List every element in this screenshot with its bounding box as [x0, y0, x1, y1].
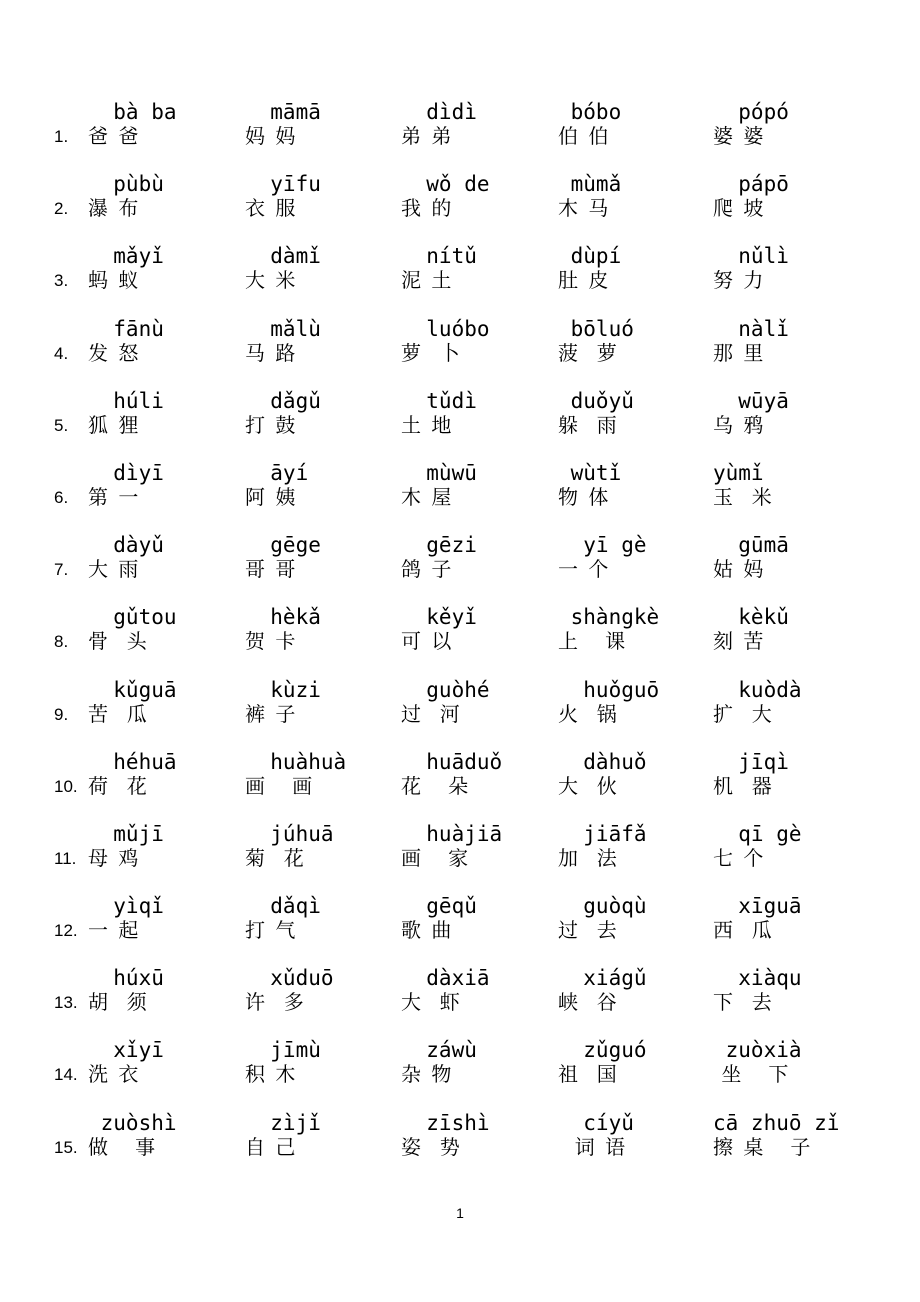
pinyin: dìdì	[401, 100, 477, 124]
hanzi: 打 气	[245, 918, 298, 943]
word-cell	[401, 966, 551, 1014]
word-cell	[245, 605, 395, 653]
pinyin: pùbù	[88, 172, 164, 197]
hanzi: 西 瓜	[713, 918, 774, 943]
hanzi: 萝 卜	[401, 340, 462, 365]
pinyin: xǐyī	[88, 1038, 164, 1063]
hanzi: 木 马	[558, 196, 611, 221]
pinyin: tǔdì	[401, 388, 477, 413]
hanzi: 上 课	[558, 629, 628, 654]
word-cell	[558, 100, 708, 148]
hanzi: 积 木	[245, 1062, 298, 1087]
pinyin: jiāfǎ	[558, 821, 647, 846]
pinyin: huāduǒ	[401, 749, 503, 774]
word-cell	[245, 894, 395, 942]
hanzi: 胡 须	[88, 990, 149, 1015]
hanzi: 机 器	[713, 773, 774, 798]
word-cell	[401, 317, 551, 365]
pinyin: húli	[88, 388, 164, 413]
pinyin: dùpí	[558, 244, 622, 269]
word-row	[0, 1038, 920, 1110]
hanzi: 大 雨	[88, 557, 141, 582]
hanzi: 打 鼓	[245, 412, 298, 437]
row-number: 12.	[54, 921, 78, 941]
word-cell	[245, 244, 395, 292]
hanzi: 木 屋	[401, 484, 454, 509]
word-cell	[558, 317, 708, 365]
pinyin: húxū	[88, 966, 164, 991]
pinyin: āyí	[245, 460, 309, 485]
pinyin: duǒyǔ	[558, 388, 634, 413]
word-cell	[245, 678, 395, 726]
hanzi: 许 多	[245, 990, 306, 1015]
pinyin: yùmǐ	[713, 460, 764, 485]
pinyin: yīfu	[245, 172, 321, 197]
word-cell	[713, 100, 863, 148]
pinyin: nǔlì	[713, 244, 789, 269]
word-cell	[713, 750, 863, 798]
word-cell	[88, 966, 238, 1014]
pinyin: yìqǐ	[88, 894, 164, 919]
hanzi: 过 河	[401, 701, 462, 726]
hanzi: 阿 姨	[245, 484, 298, 509]
pinyin: dàhuǒ	[558, 749, 647, 774]
pinyin: wūyā	[713, 388, 789, 413]
pinyin: wǒ de	[401, 172, 490, 197]
row-number: 11.	[54, 848, 77, 868]
word-cell	[401, 750, 551, 798]
word-cell	[88, 100, 238, 148]
word-cell	[401, 822, 551, 870]
word-cell	[245, 389, 395, 437]
word-cell	[245, 966, 395, 1014]
pinyin: zìjǐ	[245, 1110, 321, 1135]
word-row	[0, 1111, 920, 1183]
pinyin: xiàqu	[713, 966, 802, 991]
pinyin: cíyǔ	[558, 1110, 634, 1135]
word-cell	[88, 750, 238, 798]
word-cell	[88, 389, 238, 437]
pinyin: dàyǔ	[88, 533, 164, 558]
hanzi: 过 去	[558, 918, 619, 943]
word-cell	[558, 822, 708, 870]
pinyin: mǎyǐ	[88, 244, 164, 269]
word-row	[0, 100, 920, 172]
word-cell	[558, 894, 708, 942]
row-number: 13.	[54, 993, 78, 1013]
pinyin: jīqì	[713, 749, 789, 774]
hanzi: 苦 瓜	[88, 701, 149, 726]
word-cell	[245, 317, 395, 365]
word-cell	[245, 1038, 395, 1086]
word-cell	[401, 100, 551, 148]
pinyin: huàhuà	[245, 749, 347, 774]
row-number: 4.	[54, 343, 69, 363]
hanzi: 母 鸡	[88, 845, 141, 870]
pinyin: guòqù	[558, 894, 647, 919]
word-cell	[401, 678, 551, 726]
word-table	[0, 100, 920, 1183]
hanzi: 做 事	[88, 1134, 158, 1159]
hanzi: 妈 妈	[245, 124, 298, 148]
hanzi: 姿 势	[401, 1134, 462, 1159]
hanzi: 哥 哥	[245, 557, 298, 582]
row-number: 5.	[54, 415, 69, 435]
pinyin: gūmā	[713, 533, 789, 558]
hanzi: 洗 衣	[88, 1062, 141, 1087]
word-cell	[558, 244, 708, 292]
hanzi: 词 语	[558, 1134, 628, 1159]
word-cell	[558, 678, 708, 726]
word-cell	[713, 461, 863, 509]
word-cell	[713, 966, 863, 1014]
word-cell	[88, 894, 238, 942]
word-cell	[88, 244, 238, 292]
pinyin: yī gè	[558, 533, 647, 558]
word-cell	[558, 389, 708, 437]
word-cell	[713, 389, 863, 437]
hanzi: 加 法	[558, 845, 619, 870]
pinyin: fānù	[88, 316, 164, 341]
word-cell	[558, 605, 708, 653]
word-row	[0, 605, 920, 677]
word-cell	[245, 533, 395, 581]
row-number: 3.	[54, 271, 69, 291]
page-number: 1	[456, 1205, 464, 1221]
word-row	[0, 533, 920, 605]
hanzi: 裤 子	[245, 701, 298, 726]
pinyin: zīshì	[401, 1110, 490, 1135]
hanzi: 荷 花	[88, 773, 149, 798]
word-cell	[558, 1111, 708, 1159]
hanzi: 泥 土	[401, 268, 454, 293]
word-cell	[558, 461, 708, 509]
hanzi: 爬 坡	[713, 196, 766, 221]
word-row	[0, 461, 920, 533]
word-cell	[713, 822, 863, 870]
hanzi: 菠 萝	[558, 340, 619, 365]
hanzi: 刻 苦	[713, 629, 766, 654]
hanzi: 大 伙	[558, 773, 619, 798]
row-number: 1.	[54, 127, 69, 146]
word-cell	[88, 678, 238, 726]
word-row	[0, 389, 920, 461]
hanzi: 大 米	[245, 268, 298, 293]
pinyin: hèkǎ	[245, 605, 321, 630]
word-cell	[401, 1038, 551, 1086]
word-row	[0, 966, 920, 1038]
hanzi: 下 去	[713, 990, 774, 1015]
hanzi: 峡 谷	[558, 990, 619, 1015]
pinyin: cā zhuō zǐ	[713, 1110, 840, 1135]
pinyin: bóbo	[558, 100, 622, 124]
hanzi: 坐 下	[713, 1062, 791, 1087]
pinyin: qī gè	[713, 821, 802, 846]
hanzi: 火 锅	[558, 701, 619, 726]
hanzi: 狐 狸	[88, 412, 141, 437]
hanzi: 那 里	[713, 340, 766, 365]
pinyin: gēqǔ	[401, 894, 477, 919]
pinyin: xīguā	[713, 894, 802, 919]
pinyin: mǔjī	[88, 821, 164, 846]
pinyin: gēge	[245, 533, 321, 558]
word-cell	[401, 1111, 551, 1159]
hanzi: 努 力	[713, 268, 766, 293]
pinyin: xiágǔ	[558, 966, 647, 991]
row-number: 7.	[54, 560, 69, 580]
hanzi: 姑 妈	[713, 557, 766, 582]
hanzi: 菊 花	[245, 845, 306, 870]
hanzi: 一 起	[88, 918, 141, 943]
hanzi: 擦 桌 子	[713, 1134, 813, 1159]
hanzi: 歌 曲	[401, 918, 454, 943]
hanzi: 花 朵	[401, 773, 471, 798]
word-cell	[401, 894, 551, 942]
hanzi: 第 一	[88, 484, 141, 509]
hanzi: 大 虾	[401, 990, 462, 1015]
pinyin: pápō	[713, 172, 789, 197]
pinyin: gēzi	[401, 533, 477, 558]
pinyin: kèkǔ	[713, 605, 789, 630]
row-number: 8.	[54, 632, 69, 652]
row-number: 15.	[54, 1137, 78, 1157]
word-cell	[88, 461, 238, 509]
pinyin: zuòshì	[88, 1110, 177, 1135]
pinyin: dàxiā	[401, 966, 490, 991]
hanzi: 衣 服	[245, 196, 298, 221]
word-cell	[713, 317, 863, 365]
hanzi: 乌 鸦	[713, 412, 766, 437]
word-cell	[88, 822, 238, 870]
word-row	[0, 894, 920, 966]
word-cell	[713, 605, 863, 653]
pinyin: mǎlù	[245, 316, 321, 341]
word-cell	[713, 1038, 863, 1086]
hanzi: 瀑 布	[88, 196, 141, 221]
pinyin: dìyī	[88, 460, 164, 485]
word-cell	[401, 605, 551, 653]
hanzi: 弟 弟	[401, 124, 454, 148]
hanzi: 骨 头	[88, 629, 149, 654]
hanzi: 画 画	[245, 773, 315, 798]
pinyin: bōluó	[558, 316, 634, 341]
pinyin: pópó	[713, 100, 789, 124]
word-cell	[558, 172, 708, 220]
word-cell	[713, 533, 863, 581]
word-cell	[88, 1111, 238, 1159]
pinyin: nàlǐ	[713, 316, 789, 341]
word-cell	[713, 894, 863, 942]
pinyin: zuòxià	[713, 1038, 802, 1063]
pinyin: wùtǐ	[558, 460, 622, 485]
pinyin: gǔtou	[88, 605, 177, 630]
word-cell	[401, 533, 551, 581]
hanzi: 一 个	[558, 557, 611, 582]
word-cell	[558, 533, 708, 581]
word-row	[0, 822, 920, 894]
pinyin: bà ba	[88, 100, 177, 124]
pinyin: jīmù	[245, 1038, 321, 1063]
word-cell	[713, 1111, 863, 1159]
hanzi: 七 个	[713, 845, 766, 870]
word-cell	[401, 461, 551, 509]
pinyin: júhuā	[245, 821, 334, 846]
pinyin: shàngkè	[558, 605, 660, 630]
hanzi: 躲 雨	[558, 412, 619, 437]
word-cell	[558, 966, 708, 1014]
word-row	[0, 172, 920, 244]
pinyin: mùmǎ	[558, 172, 622, 197]
word-cell	[401, 244, 551, 292]
hanzi: 土 地	[401, 412, 454, 437]
word-cell	[88, 1038, 238, 1086]
word-cell	[245, 1111, 395, 1159]
hanzi: 我 的	[401, 196, 454, 221]
word-cell	[245, 750, 395, 798]
row-number: 9.	[54, 704, 69, 724]
hanzi: 扩 大	[713, 701, 774, 726]
word-cell	[88, 605, 238, 653]
word-cell	[245, 461, 395, 509]
pinyin: luóbo	[401, 316, 490, 341]
pinyin: kěyǐ	[401, 605, 477, 630]
pinyin: dǎqì	[245, 894, 321, 919]
hanzi: 伯 伯	[558, 124, 611, 148]
word-cell	[713, 244, 863, 292]
hanzi: 贺 卡	[245, 629, 298, 654]
hanzi: 画 家	[401, 845, 471, 870]
pinyin: huǒguō	[558, 677, 660, 702]
pinyin: mùwū	[401, 460, 477, 485]
row-number: 10.	[54, 776, 78, 796]
word-cell	[88, 533, 238, 581]
hanzi: 肚 皮	[558, 268, 611, 293]
hanzi: 祖 国	[558, 1062, 619, 1087]
word-cell	[245, 822, 395, 870]
word-cell	[558, 1038, 708, 1086]
pinyin: kuòdà	[713, 677, 802, 702]
word-row	[0, 244, 920, 316]
word-cell	[401, 172, 551, 220]
word-cell	[88, 172, 238, 220]
hanzi: 杂 物	[401, 1062, 454, 1087]
word-row	[0, 678, 920, 750]
word-cell	[713, 678, 863, 726]
pinyin: xǔduō	[245, 966, 334, 991]
hanzi: 婆 婆	[713, 124, 766, 148]
hanzi: 蚂 蚁	[88, 268, 141, 293]
word-cell	[245, 172, 395, 220]
pinyin: dǎgǔ	[245, 388, 321, 413]
hanzi: 自 己	[245, 1134, 298, 1159]
hanzi: 玉 米	[713, 484, 774, 509]
row-number: 14.	[54, 1065, 78, 1085]
row-number: 6.	[54, 487, 69, 507]
pinyin: kùzi	[245, 677, 321, 702]
hanzi: 发 怒	[88, 340, 141, 365]
word-cell	[88, 317, 238, 365]
word-cell	[558, 750, 708, 798]
pinyin: dàmǐ	[245, 244, 321, 269]
pinyin: huàjiā	[401, 821, 503, 846]
hanzi: 可 以	[401, 629, 454, 654]
pinyin: záwù	[401, 1038, 477, 1063]
pinyin: héhuā	[88, 749, 177, 774]
word-row	[0, 317, 920, 389]
hanzi: 物 体	[558, 484, 611, 509]
pinyin: zǔguó	[558, 1038, 647, 1063]
pinyin: kǔguā	[88, 677, 177, 702]
pinyin: guòhé	[401, 677, 490, 702]
word-cell	[713, 172, 863, 220]
word-cell	[245, 100, 395, 148]
hanzi: 鸽 子	[401, 557, 454, 582]
hanzi: 马 路	[245, 340, 298, 365]
pinyin: nítǔ	[401, 244, 477, 269]
hanzi: 爸 爸	[88, 124, 141, 148]
word-row	[0, 750, 920, 822]
row-number: 2.	[54, 199, 69, 219]
pinyin: māmā	[245, 100, 321, 124]
word-cell	[401, 389, 551, 437]
